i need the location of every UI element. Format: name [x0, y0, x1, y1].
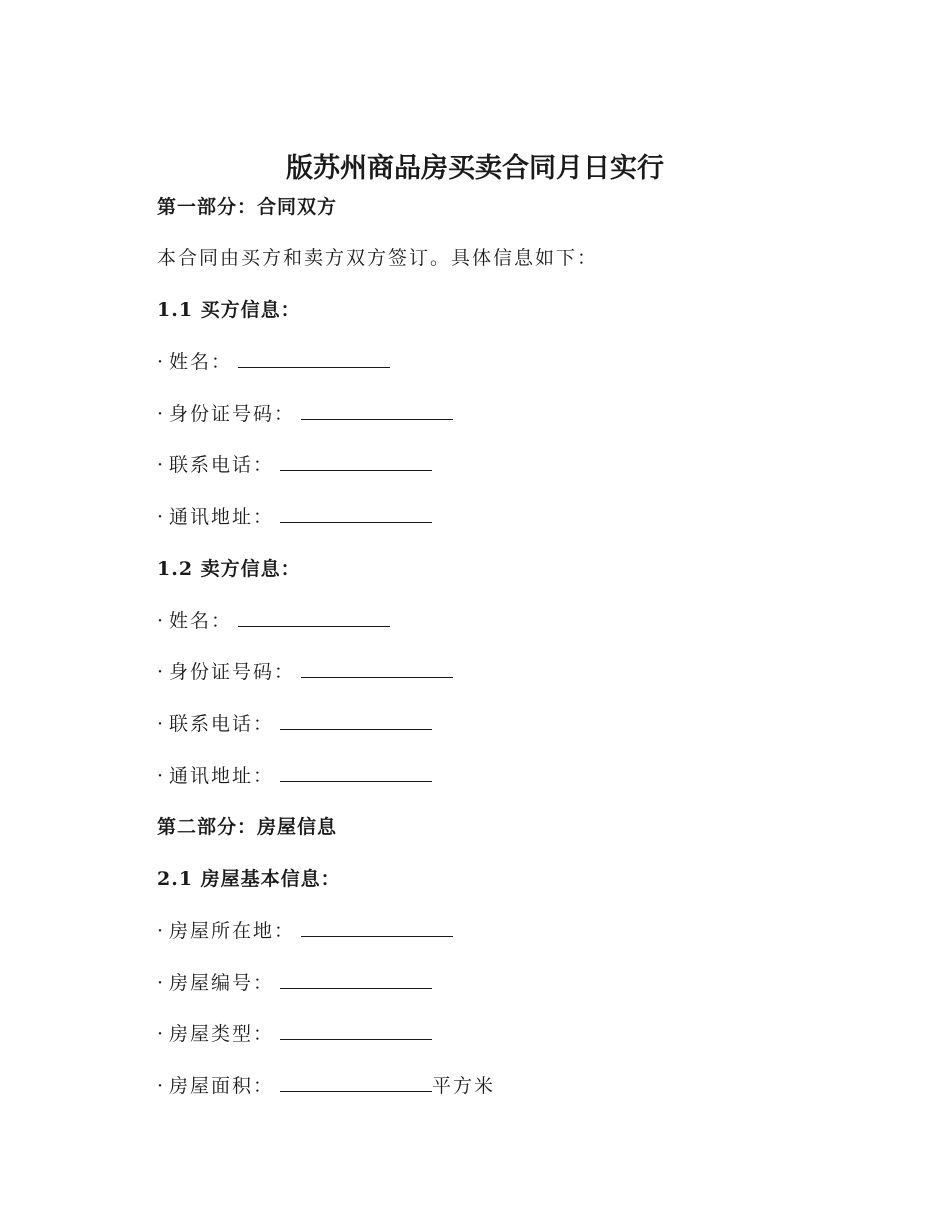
section-heading-part1: 第一部分：合同双方: [157, 196, 338, 218]
bullet: ·: [157, 610, 164, 632]
fill-in-blank: [280, 970, 432, 989]
bullet: ·: [157, 713, 164, 735]
house-type-field: [157, 1021, 432, 1047]
fill-in-blank: [280, 1073, 432, 1092]
subsection-heading-seller: 1.2 卖方信息：: [157, 558, 301, 580]
document-title: 版苏州商品房买卖合同月日实行: [286, 153, 664, 184]
house-location-field: [157, 918, 453, 944]
fill-in-blank: [238, 349, 390, 368]
fill-in-blank: [280, 763, 432, 782]
bullet: ·: [157, 920, 164, 942]
house-area-field: [157, 1073, 495, 1099]
field-label: 联系电话：: [169, 454, 275, 476]
bullet: ·: [157, 506, 164, 528]
subsection-heading-buyer: 1.1 买方信息：: [157, 299, 301, 321]
bullet: ·: [157, 403, 164, 425]
field-label: 身份证号码：: [169, 403, 296, 425]
bullet: ·: [157, 351, 164, 373]
bullet: ·: [157, 1023, 164, 1045]
bullet: ·: [157, 661, 164, 683]
field-label: 身份证号码：: [169, 661, 296, 683]
seller-phone-field: [157, 711, 432, 737]
fill-in-blank: [238, 608, 390, 627]
field-label: 房屋编号：: [169, 972, 275, 994]
bullet: ·: [157, 1075, 164, 1097]
buyer-phone-field: [157, 452, 432, 478]
fill-in-blank: [301, 659, 453, 678]
field-label: 房屋所在地：: [169, 920, 296, 942]
field-label: 房屋面积：: [169, 1075, 275, 1097]
seller-address-field: [157, 763, 432, 789]
fill-in-blank: [280, 452, 432, 471]
section-heading-part2: 第二部分：房屋信息: [157, 816, 338, 838]
buyer-name-field: [157, 349, 390, 375]
fill-in-blank: [301, 401, 453, 420]
field-label: 通讯地址：: [169, 506, 275, 528]
area-unit: 平方米: [432, 1075, 496, 1097]
fill-in-blank: [301, 918, 453, 937]
bullet: ·: [157, 454, 164, 476]
house-number-field: [157, 970, 432, 996]
fill-in-blank: [280, 1021, 432, 1040]
field-label: 通讯地址：: [169, 765, 275, 787]
field-label: 联系电话：: [169, 713, 275, 735]
seller-id-field: [157, 659, 453, 685]
bullet: ·: [157, 972, 164, 994]
bullet: ·: [157, 765, 164, 787]
field-label: 房屋类型：: [169, 1023, 275, 1045]
subsection-heading-house-basic: 2.1 房屋基本信息：: [157, 868, 341, 890]
buyer-address-field: [157, 504, 432, 530]
field-label: 姓名：: [169, 351, 233, 373]
fill-in-blank: [280, 711, 432, 730]
fill-in-blank: [280, 504, 432, 523]
seller-name-field: [157, 608, 390, 634]
buyer-id-field: [157, 401, 453, 427]
intro-paragraph: 本合同由买方和卖方双方签订。具体信息如下：: [157, 247, 599, 269]
field-label: 姓名：: [169, 610, 233, 632]
